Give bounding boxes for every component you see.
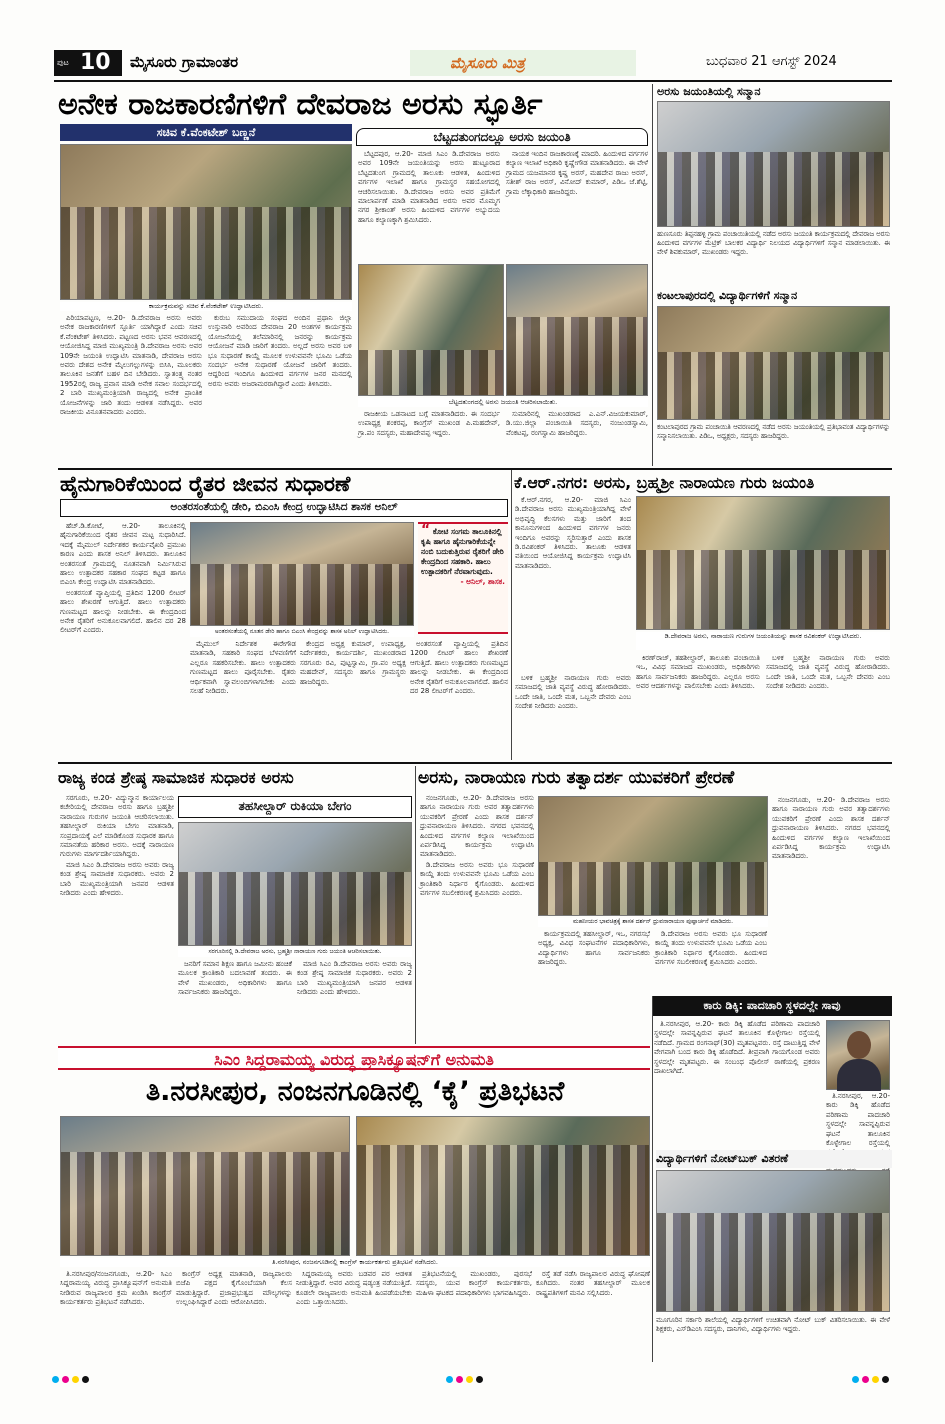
cyan-dot-icon (52, 1376, 59, 1383)
story5-photo (190, 522, 414, 626)
story9-text-2: ತಿ.ನರಸೀಪುರ, ಆ.20- ಕಾರು ಡಿಕ್ಕಿ ಹೊಡೆದ ಪರಿಣಾಮ ಪಾದಚಾರಿ ಸ್ಥಳದಲ್ಲೇ ಸಾವನ್ನಪ್ಪಿರುವ ಘಟನೆ ತಾಲೂಕಿನ ಕೊಳ್ಳೇಗಾಲ ರಸ್ತೆಯಲ್ಲಿ (826, 1092, 890, 1148)
story7-text-2: ಮಾಜಿ ಸಿಎಂ ಡಿ.ದೇವರಾಜ ಅರಸು ಅವರು ರಾಜ್ಯ ಕಂಡ ಶ್ರೇಷ್ಠ ಸಾಮಾಜಿಕ ಸುಧಾರಕರು. ಅವರು 2 ಬಾರಿ ಮುಖ್ಯಮಂತ್ರಿಯಾಗಿ ಜನಪರ ಆಡಳಿತ ನೀಡಿದರು ಎಂದು ಹೇಳಿದರು. (60, 860, 174, 898)
story8-text-2: ಡಿ.ದೇವರಾಜ ಅರಸು ಅವರು ಭೂ ಸುಧಾರಣೆ ಕಾಯ್ದೆ ತಂದು ಉಳುವವನೇ ಭೂಮಿ ಒಡೆಯ ಎಂಬ ಕ್ರಾಂತಿಕಾರಿ ನಿರ್ಧಾರ ಕೈಗೊಂಡರು. ಹಿಂದುಳಿದ ವರ್ಗಗಳ ಸಬಲೀಕರಣಕ್ಕೆ ಶ್ರಮಿಸಿದರು ಎಂದರು. (420, 860, 534, 898)
story2-text-4: ಸುಮಾರಿನಲ್ಲಿ ಮುಖಂಡರಾದ ಎ.ಎನ್.ವಿಜಯಕುಮಾರ್, ಡಿ.ಯು.ಜಿಲ್ಲಾ ಪಂಚಾಯಿತಿ ಸದಸ್ಯರು, ನಂಜುಂಡಸ್ವಾಮಿ, ವೆಂಕಟಪ್ಪ, ರಂಗಸ್ವಾಮಿ ಹಾಜರಿದ್ದರು. (506, 410, 648, 437)
story2-col2 (506, 150, 648, 260)
story6-col1 (515, 496, 631, 670)
story8-col4 (772, 796, 890, 992)
yellow-dot-icon (72, 1376, 79, 1383)
black-dot-icon (476, 1376, 483, 1383)
story11-text-5: ರಸ್ತೆ ತಡೆ ನಡೆಸಿ ರಾಜ್ಯಪಾಲರ ವಿರುದ್ಧ ಘೋಷಣೆ ಕೂಗಿದರು. ನಂತರ ತಹಸೀಲ್ದಾರ್ ಮೂಲಕ ರಾಷ್ಟ್ರಪತಿಗಳಿಗೆ ಮನವಿ ಸಲ್ಲಿಸಿದರು. (536, 1270, 650, 1297)
story8-text-3: ಕಾರ್ಯಕ್ರಮದಲ್ಲಿ ತಹಸೀಲ್ದಾರ್, ಇಒ, ನಗರಸಭೆ ಅಧ್ಯಕ್ಷ, ವಿವಿಧ ಸಂಘಟನೆಗಳ ಪದಾಧಿಕಾರಿಗಳು, ವಿದ್ಯಾರ್ಥಿಗಳು ಹಾಗೂ ಸಾರ್ವಜನಿಕರು ಹಾಜರಿದ್ದರು. (538, 930, 650, 967)
story2-col3 (358, 410, 500, 466)
story7-text-3: ಜನರಿಗೆ ಸಮಾನ ಶಿಕ್ಷಣ ಹಾಗೂ ಜಮೀನು ಹಂಚಿಕೆ ಮೂಲಕ ಕ್ರಾಂತಿಕಾರಿ ಬದಲಾವಣೆ ತಂದರು. ಈ ವೇಳೆ ಮುಖಂಡರು, ಅಧಿಕಾರಿಗಳು ಹಾಗೂ ಸಾರ್ವಜನಿಕರು ಹಾಜರಿದ್ದರು. (178, 960, 293, 997)
story2-text-1: ಬೆಟ್ಟದಪುರ, ಆ.20- ಮಾಜಿ ಸಿಎಂ ಡಿ.ದೇವರಾಜ ಅರಸು ಅವರ 109ನೇ ಜಯಂತಿಯನ್ನು ಅರಸು ಹುಟ್ಟೂರಾದ ಬೆಟ್ಟದತುಂಗ ಗ್ರಾಮದಲ್ಲಿ ತಾಲೂಕು ಆಡಳಿತ, ಹಿಂದುಳಿದ ವರ್ಗಗಳ ಇಲಾಖೆ ಹಾಗೂ ಗ್ರಾಮಸ್ಥರ ಸಹಯೋಗದಲ್ಲಿ ಆಚರಿಸಲಾಯಿತು. ಡಿ.ದೇವರಾಜ ಅರಸು ಅವರ ಪ್ರತಿಮೆಗೆ ಮಾಲಾರ್ಪಣೆ ಮಾಡಿ ಮಾತನಾಡಿದ ಅರಸು ಅವರ ಮೊಮ್ಮಗ ನಗರ ಶ್ರೀಕಾಂತ್ ಅರಸು ಹಿಂದುಳಿದ ವರ್ಗಗಳ ಅಭ್ಯುದಯ ಹಾಗೂ ಕಲ್ಯಾಣಕ್ಕಾಗಿ ಶ್ರಮಿಸಿದರು. (358, 150, 500, 224)
story8-col2 (538, 930, 650, 1044)
page-number-box (54, 50, 122, 76)
story5-tag: ಅಂತರಸಂತೆಯಲ್ಲಿ ಡೇರಿ, ಬಿಎಂಸಿ ಕೇಂದ್ರ ಉದ್ಘಾಟಿಸಿದ ಶಾಸಕ ಅನಿಲ್ (60, 499, 508, 517)
story7-tag: ತಹಸೀಲ್ದಾರ್ ರುಕಿಯಾ ಬೇಗಂ (178, 796, 412, 818)
story6-text-1: ಕೆ.ಆರ್.ನಗರ, ಆ.20- ಮಾಜಿ ಸಿಎಂ ಡಿ.ದೇವರಾಜ ಅರಸು ಮುಖ್ಯಮಂತ್ರಿಯಾಗಿದ್ದ ವೇಳೆ ಅಭಿವೃದ್ಧಿ ಕೆಲಸಗಳು ಮತ್ತು ಜಾರಿಗೆ ತಂದ ಕಾನೂನುಗಳಿಂದ ಹಿಂದುಳಿದ ವರ್ಗಗಳ ಜನರು ಇಂದಿಗೂ ಅವರನ್ನು ಸ್ಮರಿಸುತ್ತಾರೆ ಎಂದು ಶಾಸಕ ಡಿ.ರವಿಶಂಕರ್ ತಿಳಿಸಿದರು. ತಾಲೂಕು ಆಡಳಿತ ವತಿಯಿಂದ ಆಯೋಜಿಸಿದ್ದ ಕಾರ್ಯಕ್ರಮ ಉದ್ಘಾಟಿಸಿ ಮಾತನಾಡಿದರು. (515, 496, 631, 570)
story5-text-2: ಅಂತರಸಂತೆ ವ್ಯಾಪ್ತಿಯಲ್ಲಿ ಪ್ರತಿದಿನ 1200 ಲೀಟರ್ ಹಾಲು ಶೇಖರಣೆ ಆಗುತ್ತಿದೆ. ಹಾಲು ಉತ್ಪಾದಕರು ಗುಣಮಟ್ಟದ ಹಾಲನ್ನು ನೀಡಬೇಕು. ಈ ಕೇಂದ್ರದಿಂದ ಅನೇಕ ರೈತರಿಗೆ ಅನುಕೂಲವಾಗಲಿದೆ. ಹಾಲಿನ ದರ 28 ಲೀಟರ್‌ಗೆ ಎಂದರು. (60, 588, 186, 635)
story5-pullquote (418, 522, 508, 634)
story8-text-4: ಡಿ.ದೇವರಾಜ ಅರಸು ಅವರು ಭೂ ಸುಧಾರಣೆ ಕಾಯ್ದೆ ತಂದು ಉಳುವವನೇ ಭೂಮಿ ಒಡೆಯ ಎಂಬ ಕ್ರಾಂತಿಕಾರಿ ನಿರ್ಧಾರ ಕೈಗೊಂಡರು. ಹಿಂದುಳಿದ ವರ್ಗಗಳ ಸಬಲೀಕರಣಕ್ಕೆ ಶ್ರಮಿಸಿದರು ಎಂದರು. (655, 930, 767, 967)
story11-headline: ತಿ.ನರಸೀಪುರ, ನಂಜನಗೂಡಿನಲ್ಲಿ ‘ಕೈ’ ಪ್ರತಿಭಟನೆ (145, 1076, 565, 1107)
registration-marks-bottom-center (446, 1376, 506, 1386)
story7-caption: ಸರಗೂರಿನಲ್ಲಿ ಡಿ.ದೇವರಾಜ ಅರಸು, ಬ್ರಹ್ಮಶ್ರೀ ನಾರಾಯಣ ಗುರು ಜಯಂತಿ ಆಚರಿಸಲಾಯಿತು. (178, 948, 412, 957)
story6-headline: ಕೆ.ಆರ್.ನಗರ: ಅರಸು, ಬ್ರಹ್ಮಶ್ರೀ ನಾರಾಯಣ ಗುರು ಜಯಂತಿ (514, 474, 815, 492)
story11-photo-left (60, 1116, 350, 1256)
story1-col1 (60, 314, 202, 464)
magenta-dot-icon (456, 1376, 463, 1383)
story9-col2 (826, 1092, 890, 1148)
story5-col3 (300, 640, 406, 758)
story11-photo-right (356, 1116, 650, 1256)
victim-portrait-icon (847, 1031, 871, 1059)
mid-column-divider (511, 470, 512, 760)
masthead-rule (54, 80, 892, 82)
story5-text-1: ಹೆಚ್.ಡಿ.ಕೋಟೆ, ಆ.20- ತಾಲೂಕಿನಲ್ಲಿ ಹೈನುಗಾರಿಕೆಯಿಂದ ರೈತರ ಜೀವನ ಮಟ್ಟ ಸುಧಾರಿಸಿದೆ. ಇದಕ್ಕೆ ಮೈಮುಲ್ ನಿರ್ದೇಶಕರ ಕಾರ್ಯವೈಖರಿ ಪ್ರಮುಖ ಕಾರಣ ಎಂದು ಶಾಸಕ ಅನಿಲ್ ತಿಳಿಸಿದರು. ತಾಲೂಕಿನ ಅಂತರಸಂತೆ ಗ್ರಾಮದಲ್ಲಿ ನೂತನವಾಗಿ ನಿರ್ಮಿಸಿರುವ ಹಾಲು ಉತ್ಪಾದಕರ ಸಹಕಾರ ಸಂಘದ ಕಟ್ಟಡ ಹಾಗೂ ಬಿಎಂಸಿ ಕೇಂದ್ರ ಉದ್ಘಾಟಿಸಿ ಮಾತನಾಡಿದರು. (60, 522, 186, 587)
story1-tag: ಸಚಿವ ಕೆ.ವೆಂಕಟೇಶ್ ಬಣ್ಣನೆ (60, 124, 352, 141)
story2-col1 (358, 150, 500, 260)
story2-caption: ಬೆಟ್ಟದತುಂಗದಲ್ಲಿ ಅರಸು ಜಯಂತಿ ಆಚರಿಸಲಾಯಿತು. (358, 398, 648, 407)
story5-quote: ಕೋಟಿ ಸಂಗಮ ತಾಲೂಕಿನಲ್ಲಿ ಕೃಷಿ ಹಾಗೂ ಹೈನುಗಾರಿಕೆಯನ್ನೇ ನಂಬಿ ಬದುಕುತ್ತಿರುವ ರೈತರಿಗೆ ಡೇರಿ ಕೇಂದ್ರದಿಂದ ಸಹಕಾರಿ. ಹಾಲು ಉತ್ಪಾದಕರಿಗೆ ನೆರವಾಗುವುದು. (421, 527, 504, 576)
story8-text-1: ನಂಜನಗೂಡು, ಆ.20- ಡಿ.ದೇವರಾಜ ಅರಸು ಹಾಗೂ ನಾರಾಯಣ ಗುರು ಅವರ ತತ್ವಾದರ್ಶಗಳು ಯುವಕರಿಗೆ ಪ್ರೇರಣೆ ಎಂದು ಶಾಸಕ ದರ್ಶನ್ ಧ್ರುವನಾರಾಯಣ ತಿಳಿಸಿದರು. ನಗರದ ಭವನದಲ್ಲಿ ಹಿಂದುಳಿದ ವರ್ಗಗಳ ಕಲ್ಯಾಣ ಇಲಾಖೆಯಿಂದ ಏರ್ಪಡಿಸಿದ್ದ ಕಾರ್ಯಕ್ರಮ ಉದ್ಘಾಟಿಸಿ ಮಾತನಾಡಿದರು. (420, 794, 534, 859)
story7-text-1: ಸರಗೂರು, ಆ.20- ವಿದ್ಯುನ್ಮಾನ ಕಾರ್ಯಾಲಯ ಕಚೇರಿಯಲ್ಲಿ ದೇವರಾಜ ಅರಸು ಹಾಗೂ ಬ್ರಹ್ಮಶ್ರೀ ನಾರಾಯಣ ಗುರುಗಳ ಜಯಂತಿ ಆಚರಿಸಲಾಯಿತು. ತಹಸೀಲ್ದಾರ್ ರುಕಿಯಾ ಬೇಗಂ ಮಾತನಾಡಿ, ಸಂಪ್ರದಾಯಕ್ಕೆ ಎಲೆ ಮಾಡಿಕೊಂಡ ಸುಧಾರಕ ಹಾಗೂ ಸಮಾನತೆಯ ಹರಿಕಾರ ಅರಸು. ಅದಕ್ಕೆ ನಾರಾಯಣ ಗುರುಗಳು ಮಾರ್ಗದರ್ಶಿಯಾಗಿದ್ದರು. (60, 794, 174, 859)
masthead (54, 48, 892, 78)
story7-col3 (297, 960, 412, 1042)
story5-text-3: ಮೈಮುಲ್ ನಿರ್ದೇಶಕ ಈರೇಗೌಡ ಮಾತನಾಡಿ, ಸಹಕಾರಿ ಸಂಘದ ಬೆಳವಣಿಗೆಗೆ ಎಲ್ಲರೂ ಸಹಕರಿಸಬೇಕು. ಹಾಲು ಉತ್ಪಾದಕರು ಗುಣಮಟ್ಟದ ಹಾಲು ಪೂರೈಸಬೇಕು. ರೈತರು ಆರ್ಥಿಕವಾಗಿ ಸ್ವಾವಲಂಬಿಗಳಾಗಬೇಕು ಎಂದು ಸಲಹೆ ನೀಡಿದರು. (190, 640, 296, 696)
story1-photo (60, 144, 352, 300)
story2-photo-statue (358, 264, 504, 396)
story7-headline: ರಾಜ್ಯ ಕಂಡ ಶ್ರೇಷ್ಠ ಸಾಮಾಜಿಕ ಸುಧಾರಕ ಅರಸು (58, 768, 294, 787)
story5-col4 (410, 640, 508, 758)
story10-photo (656, 1170, 890, 1312)
story6-text-4: ಬಳಿಕ ಬ್ರಹ್ಮಶ್ರೀ ನಾರಾಯಣ ಗುರು ಅವರು ಸಮಾಜದಲ್ಲಿ ಜಾತಿ ವ್ಯವಸ್ಥೆ ವಿರುದ್ಧ ಹೋರಾಡಿದರು. ಒಂದೇ ಜಾತಿ, ಒಂದೇ ಮತ, ಒಬ್ಬನೇ ದೇವರು ಎಂಬ ಸಂದೇಶ ನೀಡಿದರು ಎಂದರು. (766, 654, 890, 691)
story6-col2 (515, 674, 631, 758)
section-rule-2 (58, 762, 892, 764)
page-number: 10 (80, 50, 111, 75)
registration-marks-bottom-left (52, 1376, 112, 1386)
cyan-dot-icon (446, 1376, 453, 1383)
registration-marks-bottom-right (852, 1376, 912, 1386)
yellow-dot-icon (872, 1376, 879, 1383)
black-dot-icon (82, 1376, 89, 1383)
quote-mark-icon: “ (421, 522, 431, 538)
story8-photo (538, 796, 768, 916)
yellow-dot-icon (466, 1376, 473, 1383)
magenta-dot-icon (862, 1376, 869, 1383)
story6-photo (636, 496, 890, 630)
story9-col (654, 1020, 820, 1148)
story8-text-5: ನಂಜನಗೂಡು, ಆ.20- ಡಿ.ದೇವರಾಜ ಅರಸು ಹಾಗೂ ನಾರಾಯಣ ಗುರು ಅವರ ತತ್ವಾದರ್ಶಗಳು ಯುವಕರಿಗೆ ಪ್ರೇರಣೆ ಎಂದು ಶಾಸಕ ದರ್ಶನ್ ಧ್ರುವನಾರಾಯಣ ತಿಳಿಸಿದರು. ನಗರದ ಭವನದಲ್ಲಿ ಹಿಂದುಳಿದ ವರ್ಗಗಳ ಕಲ್ಯಾಣ ಇಲಾಖೆಯಿಂದ ಏರ್ಪಡಿಸಿದ್ದ ಕಾರ್ಯಕ್ರಮ ಉದ್ಘಾಟಿಸಿ ಮಾತನಾಡಿದರು. (772, 796, 890, 861)
magenta-dot-icon (62, 1376, 69, 1383)
story8-headline: ಅರಸು, ನಾರಾಯಣ ಗುರು ತತ್ವಾದರ್ಶ ಯುವಕರಿಗೆ ಪ್ರೇರಣೆ (418, 768, 735, 788)
story7-col1 (60, 794, 174, 1042)
story1-text-1: ಪಿರಿಯಾಪಟ್ಟಣ, ಆ.20- ಡಿ.ದೇವರಾಜ ಅರಸು ಅವರು ಅನೇಕ ರಾಜಕಾರಣಿಗಳಿಗೆ ಸ್ಫೂರ್ತಿ ಯಾಗಿದ್ದಾರೆ ಎಂದು ಸಚಿವ ಕೆ.ವೆಂಕಟೇಶ್ ತಿಳಿಸಿದರು. ಪಟ್ಟಣದ ಅರಸು ಭವನ ಆವರಣದಲ್ಲಿ ಆಯೋಜಿಸಿದ್ದ ಮಾಜಿ ಮುಖ್ಯಮಂತ್ರಿ ಡಿ.ದೇವರಾಜ ಅರಸು ಅವರ 109ನೇ ಜಯಂತಿ ಉದ್ಘಾಟಿಸಿ ಮಾತನಾಡಿ, ದೇವರಾಜ ಅರಸು ಅವರು ದೇಶದ ಅನೇಕ ಮೈಲುಗಲ್ಲುಗಳನ್ನು ಬಿಸಿಸಿ, ಮೂಲಕರು ತಾಲೂಕಿನ ಜನತೆಗೆ ಬಹಳ ದಿನ ಬೇಡಿದರು. ಸ್ವಾತಂತ್ರ್ಯ ನಂತರ 1952ರಲ್ಲಿ ರಾಜ್ಯ ಪ್ರವಾಸ ಮಾಡಿ ಅನೇಕ ಸವಾಲ ಸಂದರ್ಭದಲ್ಲಿ 2 ಬಾರಿ ಮುಖ್ಯಮಂತ್ರಿಯಾಗಿ ರಾಜ್ಯದಲ್ಲಿ ಅನೇಕ ಪ್ರಾಂತಿಕ ಯೋಜನೆಗಳನ್ನು ಜಾರಿ ತಂದು ಆಡಳಿತ ನಡೆಸಿದ್ದರು. ಅವರ ರಾಜಕೀಯ ವಿನೂತನವಾದರು ಎಂದರು. (60, 314, 202, 417)
story9-text: ತಿ.ನರಸೀಪುರ, ಆ.20- ಕಾರು ಡಿಕ್ಕಿ ಹೊಡೆದ ಪರಿಣಾಮ ಪಾದಚಾರಿ ಸ್ಥಳದಲ್ಲೇ ಸಾವನ್ನಪ್ಪಿರುವ ಘಟನೆ ತಾಲೂಕಿನ ಕೊಳ್ಳೇಗಾಲ ರಸ್ತೆಯಲ್ಲಿ ನಡೆದಿದೆ. ಗ್ರಾಮದ ರಂಗನಾಥ್(30) ಮೃತಪಟ್ಟವರು. ರಸ್ತೆ ದಾಟುತ್ತಿದ್ದ ವೇಳೆ ವೇಗವಾಗಿ ಬಂದ ಕಾರು ಡಿಕ್ಕಿ ಹೊಡೆದಿದೆ. ತೀವ್ರವಾಗಿ ಗಾಯಗೊಂಡ ಅವರು ಸ್ಥಳದಲ್ಲೇ ಮೃತಪಟ್ಟರು. ಈ ಸಂಬಂಧ ಪೊಲೀಸ್ ಠಾಣೆಯಲ್ಲಿ ಪ್ರಕರಣ ದಾಖಲಾಗಿದೆ. (654, 1020, 820, 1076)
story3-photo (657, 101, 890, 227)
story11-kicker: ಸಿಎಂ ಸಿದ್ದರಾಮಯ್ಯ ವಿರುದ್ಧ ಪ್ರಾಸಿಕ್ಯೂಷನ್‌ಗೆ ಅನುಮತಿ (58, 1046, 650, 1070)
story7-photo (178, 822, 412, 946)
story11-text-4: ಪ್ರತಿಭಟನೆಯಲ್ಲಿ ಮುಖಂಡರು, ಪುರಸಭೆ ಸದಸ್ಯರು, ಯುವ ಕಾಂಗ್ರೆಸ್ ಕಾರ್ಯಕರ್ತರು, ಮಹಿಳಾ ಘಟಕದ ಪದಾಧಿಕಾರಿಗಳು ಭಾಗವಹಿಸಿದ್ದರು. (416, 1270, 532, 1297)
story1-col2 (208, 314, 352, 464)
story11-text-3: ಸಿದ್ದರಾಮಯ್ಯ ಅವರು ಬಡವರ ಪರ ಆಡಳಿತ ನೀಡುತ್ತಿದ್ದಾರೆ. ಅವರ ವಿರುದ್ಧ ಷಡ್ಯಂತ್ರ ನಡೆಯುತ್ತಿದೆ. ಕೂಡಲೇ ರಾಜ್ಯಪಾಲರು ಅನುಮತಿ ಹಿಂಪಡೆಯಬೇಕು ಎಂದು ಒತ್ತಾಯಿಸಿದರು. (296, 1270, 412, 1307)
mid-column-divider-2 (415, 766, 416, 1044)
story2-photo-group (506, 264, 648, 396)
story1-caption: ಕಾರ್ಯಕ್ರಮವನ್ನು ಸಚಿವ ಕೆ.ವೆಂಕಟೇಶ್ ಉದ್ಘಾಟಿಸಿದರು. (60, 302, 352, 311)
right-column-divider-bottom (652, 996, 653, 1362)
story5-col1 (60, 522, 186, 758)
story2-headline: ಬೆಟ್ಟದತುಂಗದಲ್ಲೂ ಅರಸು ಜಯಂತಿ (356, 128, 648, 146)
story1-headline: ಅನೇಕ ರಾಜಕಾರಣಿಗಳಿಗೆ ದೇವರಾಜ ಅರಸು ಸ್ಫೂರ್ತಿ (58, 87, 543, 122)
story4-caption: ಕಂಟಲಾಪುರದ ಗ್ರಾಮ ಪಂಚಾಯಿತಿ ಆವರಣದಲ್ಲಿ ನಡೆದ ಅರಸು ಜಯಂತಿಯಲ್ಲಿ ಪ್ರತಿಭಾವಂತ ವಿದ್ಯಾರ್ಥಿಗಳನ್ನು ಸನ್ಮಾನಿಸಲಾಯಿತು. ಪಿಡಿಒ, ಅಧ್ಯಕ್ಷರು, ಸದಸ್ಯರು ಹಾಜರಿದ್ದರು. (657, 423, 890, 440)
story2-col4 (506, 410, 648, 466)
story5-text-5: ಅಂತರಸಂತೆ ವ್ಯಾಪ್ತಿಯಲ್ಲಿ ಪ್ರತಿದಿನ 1200 ಲೀಟರ್ ಹಾಲು ಶೇಖರಣೆ ಆಗುತ್ತಿದೆ. ಹಾಲು ಉತ್ಪಾದಕರು ಗುಣಮಟ್ಟದ ಹಾಲನ್ನು ನೀಡಬೇಕು. ಈ ಕೇಂದ್ರದಿಂದ ಅನೇಕ ರೈತರಿಗೆ ಅನುಕೂಲವಾಗಲಿದೆ. ಹಾಲಿನ ದರ 28 ಲೀಟರ್‌ಗೆ ಎಂದರು. (410, 640, 508, 696)
story6-col3 (636, 654, 760, 758)
story11-col2 (176, 1270, 292, 1362)
story11-text-2: ಕಾಂಗ್ರೆಸ್ ಅಧ್ಯಕ್ಷ ಮಾತನಾಡಿ, ರಾಜ್ಯಪಾಲರು ಬಿಜೆಪಿ ಪಕ್ಷದ ಕೈಗೊಂಬೆಯಾಗಿ ಕೆಲಸ ಮಾಡುತ್ತಿದ್ದಾರೆ. ಪ್ರಜಾಪ್ರಭುತ್ವದ ಮೌಲ್ಯಗಳನ್ನು ಉಲ್ಲಂಘಿಸಿದ್ದಾರೆ ಎಂದು ಆರೋಪಿಸಿದರು. (176, 1270, 292, 1307)
story5-col2 (190, 640, 296, 758)
story3-headline: ಅರಸು ಜಯಂತಿಯಲ್ಲಿ ಸನ್ಮಾನ (657, 85, 761, 98)
story6-text-3: ಕಿರಣ್‌ರಾಜ್, ತಹಶೀಲ್ದಾರ್, ತಾಲೂಕು ಪಂಚಾಯಿತಿ ಇಒ, ವಿವಿಧ ಸಮಾಜದ ಮುಖಂಡರು, ಅಧಿಕಾರಿಗಳು ಹಾಗೂ ಸಾರ್ವಜನಿಕರು ಹಾಜರಿದ್ದರು. ಎಲ್ಲರೂ ಅರಸು ಅವರ ಆದರ್ಶಗಳನ್ನು ಪಾಲಿಸಬೇಕು ಎಂದು ತಿಳಿಸಿದರು. (636, 654, 760, 691)
section-name: ಮೈಸೂರು ಗ್ರಾಮಾಂತರ (130, 53, 239, 71)
story7-col2 (178, 960, 292, 1042)
story11-col4 (416, 1270, 532, 1362)
issue-date: ಬುಧವಾರ 21 ಆಗಸ್ಟ್ 2024 (706, 54, 837, 69)
story11-col5 (536, 1270, 650, 1362)
story4-photo (657, 306, 890, 420)
story8-caption: ಮಹನೀಯರ ಭಾವಚಿತ್ರಕ್ಕೆ ಶಾಸಕ ದರ್ಶನ್ ಧ್ರುವನಾರಾಯಣ ಪುಷ್ಪಾರ್ಚನೆ ಮಾಡಿದರು. (538, 918, 768, 927)
story5-text-4: ಕೇಂದ್ರದ ಅಧ್ಯಕ್ಷ ಕುಮಾರ್, ಉಪಾಧ್ಯಕ್ಷ, ನಿರ್ದೇಶಕರು, ಕಾರ್ಯದರ್ಶಿ, ಮುಖಂಡರಾದ ಸರಗೂರು ರವಿ, ಪುಟ್ಟಸ್ವಾಮಿ, ಗ್ರಾ.ಪಂ ಅಧ್ಯಕ್ಷ ಮಹದೇವ್, ಸದಸ್ಯರು ಹಾಗೂ ಗ್ರಾಮಸ್ಥರು ಹಾಜರಿದ್ದರು. (300, 640, 406, 686)
story11-col3 (296, 1270, 412, 1362)
right-column-divider (652, 84, 653, 466)
story1-text-2: ಕುರುಬ ಸಮುದಾಯ ಸಂಘದ ಅಂದಿನ ಪ್ರಥಾನಿ ಜಿಲ್ಲಾ ಉಸ್ತುವಾರಿ ಅವರಿಂದ ದೇವರಾಜ 20 ಅಂಶಗಳ ಕಾರ್ಯಕ್ರಮ ಯೋಜನೆಯಲ್ಲಿ ತಲೆಮಾರಿನಲ್ಲಿ ಜನರನ್ನು ಕಾರ್ಯಕ್ರಮ ಆಯೋಜನೆ ಮಾಡಿ ಜಾರಿಗೆ ತಂದರು. ಅಲ್ಲದೆ ಅರಸು ಅವರ ಬಳಿ ಭೂ ಸುಧಾರಣೆ ಕಾಯ್ದೆ ಮೂಲಕ ಉಳುವವನೇ ಭೂಮಿ ಒಡೆಯ ಸಂದರ್ಭ ಅನೇಕ ಸುಧಾರಣೆ ಯೋಜನೆ ಜಾರಿಗೆ ತಂದರು. ಆದ್ದರಿಂದ ಇಂದಿಗೂ ಹಿಂದುಳಿದ ವರ್ಗಗಳ ಜನರ ಮನದಲ್ಲಿ ಅರಸು ಅವರು ಅಜರಾಮರರಾಗಿದ್ದಾರೆ ಎಂದು ತಿಳಿಸಿದರು. (208, 314, 352, 388)
story11-col1 (60, 1270, 172, 1362)
story7-text-4: ಮಾಜಿ ಸಿಎಂ ಡಿ.ದೇವರಾಜ ಅರಸು ಅವರು ರಾಜ್ಯ ಕಂಡ ಶ್ರೇಷ್ಠ ಸಾಮಾಜಿಕ ಸುಧಾರಕರು. ಅವರು 2 ಬಾರಿ ಮುಖ್ಯಮಂತ್ರಿಯಾಗಿ ಜನಪರ ಆಡಳಿತ ನೀಡಿದರು ಎಂದು ಹೇಳಿದರು. (297, 960, 412, 997)
story11-text-1: ತಿ.ನರಸೀಪುರ/ನಂಜನಗೂಡು, ಆ.20- ಸಿಎಂ ಸಿದ್ದರಾಮಯ್ಯ ವಿರುದ್ಧ ಪ್ರಾಸಿಕ್ಯೂಷನ್‌ಗೆ ಅನುಮತಿ ನೀಡಿರುವ ರಾಜ್ಯಪಾಲರ ಕ್ರಮ ಖಂಡಿಸಿ ಕಾಂಗ್ರೆಸ್ ಕಾರ್ಯಕರ್ತರು ಪ್ರತಿಭಟನೆ ನಡೆಸಿದರು. (60, 1270, 172, 1307)
story6-text-2: ಬಳಿಕ ಬ್ರಹ್ಮಶ್ರೀ ನಾರಾಯಣ ಗುರು ಅವರು ಸಮಾಜದಲ್ಲಿ ಜಾತಿ ವ್ಯವಸ್ಥೆ ವಿರುದ್ಧ ಹೋರಾಡಿದರು. ಒಂದೇ ಜಾತಿ, ಒಂದೇ ಮತ, ಒಬ್ಬನೇ ದೇವರು ಎಂಬ ಸಂದೇಶ ನೀಡಿದರು ಎಂದರು. (515, 674, 631, 711)
story5-quote-by: - ಅನಿಲ್, ಶಾಸಕ. (460, 577, 505, 586)
story11-caption: ತಿ.ನರಸೀಪುರ, ನಂಜನಗೂಡಿನಲ್ಲಿ ಕಾಂಗ್ರೆಸ್ ಕಾರ್ಯಕರ್ತರು ಪ್ರತಿಭಟನೆ ನಡೆಸಿದರು. (60, 1258, 650, 1267)
masthead-band (410, 50, 636, 76)
story9-portrait (826, 1020, 890, 1090)
story2-text-3: ರಾಜಕೀಯ ಒಡನಾಟದ ಬಗ್ಗೆ ಮಾತನಾಡಿದರು. ಈ ಸಂದರ್ಭ ಉಪಾಧ್ಯಕ್ಷ ಶಂಕರಪ್ಪ, ಕಾಂಗ್ರೆಸ್ ಮುಖಂಡ ಪಿ.ಮಹದೇವ್, ಗ್ರಾ.ಪಂ ಸದಸ್ಯರು, ಮಹಾದೇವಪ್ಪ ಇದ್ದರು. (358, 410, 500, 437)
black-dot-icon (882, 1376, 889, 1383)
story3-caption: ಹುಣಸೂರು ತಿಪ್ಪನಹಳ್ಳಿ ಗ್ರಾಮ ಪಂಚಾಯಿತಿಯಲ್ಲಿ ನಡೆದ ಅರಸು ಜಯಂತಿ ಕಾರ್ಯಕ್ರಮದಲ್ಲಿ ದೇವರಾಜ ಅರಸು ಹಿಂದುಳಿದ ವರ್ಗಗಳ ಮೆಟ್ರಿಕ್ ಬಾಲಕರ ವಿದ್ಯಾರ್ಥಿ ನಿಲಯದ ವಿದ್ಯಾರ್ಥಿಗಳಿಗೆ ಸನ್ಮಾನ ಮಾಡಲಾಯಿತು. ಈ ವೇಳೆ ಶಿವಕುಮಾರ್, ಮುಖಂಡರು ಇದ್ದರು. (657, 230, 890, 256)
story10-caption: ಮೂಗೂರಿನ ಸರ್ಕಾರಿ ಶಾಲೆಯಲ್ಲಿ ವಿದ್ಯಾರ್ಥಿಗಳಿಗೆ ಉಚಿತವಾಗಿ ನೋಟ್ ಬುಕ್ ವಿತರಿಸಲಾಯಿತು. ಈ ವೇಳೆ ಶಿಕ್ಷಕರು, ಎಸ್‌ಡಿಎಂಸಿ ಸದಸ್ಯರು, ದಾನಿಗಳು, ವಿದ್ಯಾರ್ಥಿಗಳು ಇದ್ದರು. (656, 1316, 890, 1333)
story6-col4 (766, 654, 890, 758)
story2-text-2: ನಾಯಕ ಇಂದಿನ ರಾಜಕಾರಣಕ್ಕೆ ಮಾದರಿ. ಹಿಂದುಳಿದ ವರ್ಗಗಳ ಕಲ್ಯಾಣ ಇಲಾಖೆ ಅಧಿಕಾರಿ ಕೃಷ್ಣೇಗೌಡ ಮಾತನಾಡಿದರು. ಈ ವೇಳೆ ಗ್ರಾಮದ ಯಜಮಾನರ ಕೃಷ್ಣ ಅರಸ್, ಮಹದೇವ ರಾಜು ಅರಸ್, ಸತೀಶ್ ರಾಜ ಅರಸ್, ವಿನೋದ್ ಕುಮಾರ್, ಪಿಡಿಒ ಜೆ.ಶೆಟ್ಟಿ, ಗ್ರಾಮ ಲೆಕ್ಕಾಧಿಕಾರಿ ಹಾಜರಿದ್ದರು. (506, 150, 648, 196)
story4-headline: ಕಂಟಲಾಪುರದಲ್ಲಿ ವಿದ್ಯಾರ್ಥಿಗಳಿಗೆ ಸನ್ಮಾನ (657, 289, 798, 302)
paper-name: ಮೈಸೂರು ಮಿತ್ರ (450, 54, 525, 72)
story5-caption: ಅಂತರಸಂತೆಯಲ್ಲಿ ನೂತನ ಡೇರಿ ಹಾಗೂ ಬಿಎಂಸಿ ಕೇಂದ್ರವನ್ನು ಶಾಸಕ ಅನಿಲ್ ಉದ್ಘಾಟಿಸಿದರು. (190, 628, 414, 637)
story10-headline: ವಿದ್ಯಾರ್ಥಿಗಳಿಗೆ ನೋಟ್‌ಬುಕ್ ವಿತರಣೆ (656, 1150, 892, 1168)
page-label: ಪುಟ (57, 58, 69, 67)
story5-headline: ಹೈನುಗಾರಿಕೆಯಿಂದ ರೈತರ ಜೀವನ ಸುಧಾರಣೆ (60, 472, 351, 496)
story9-headline: ಕಾರು ಡಿಕ್ಕಿ: ಪಾದಚಾರಿ ಸ್ಥಳದಲ್ಲೇ ಸಾವು (652, 996, 892, 1016)
cyan-dot-icon (852, 1376, 859, 1383)
story6-caption: ಡಿ.ದೇವರಾಜ ಅರಸು, ನಾರಾಯಣ ಗುರುಗಳ ಜಯಂತಿಯನ್ನು ಶಾಸಕ ರವಿಶಂಕರ್ ಉದ್ಘಾಟಿಸಿದರು. (636, 632, 890, 650)
story8-col1 (420, 794, 534, 1044)
